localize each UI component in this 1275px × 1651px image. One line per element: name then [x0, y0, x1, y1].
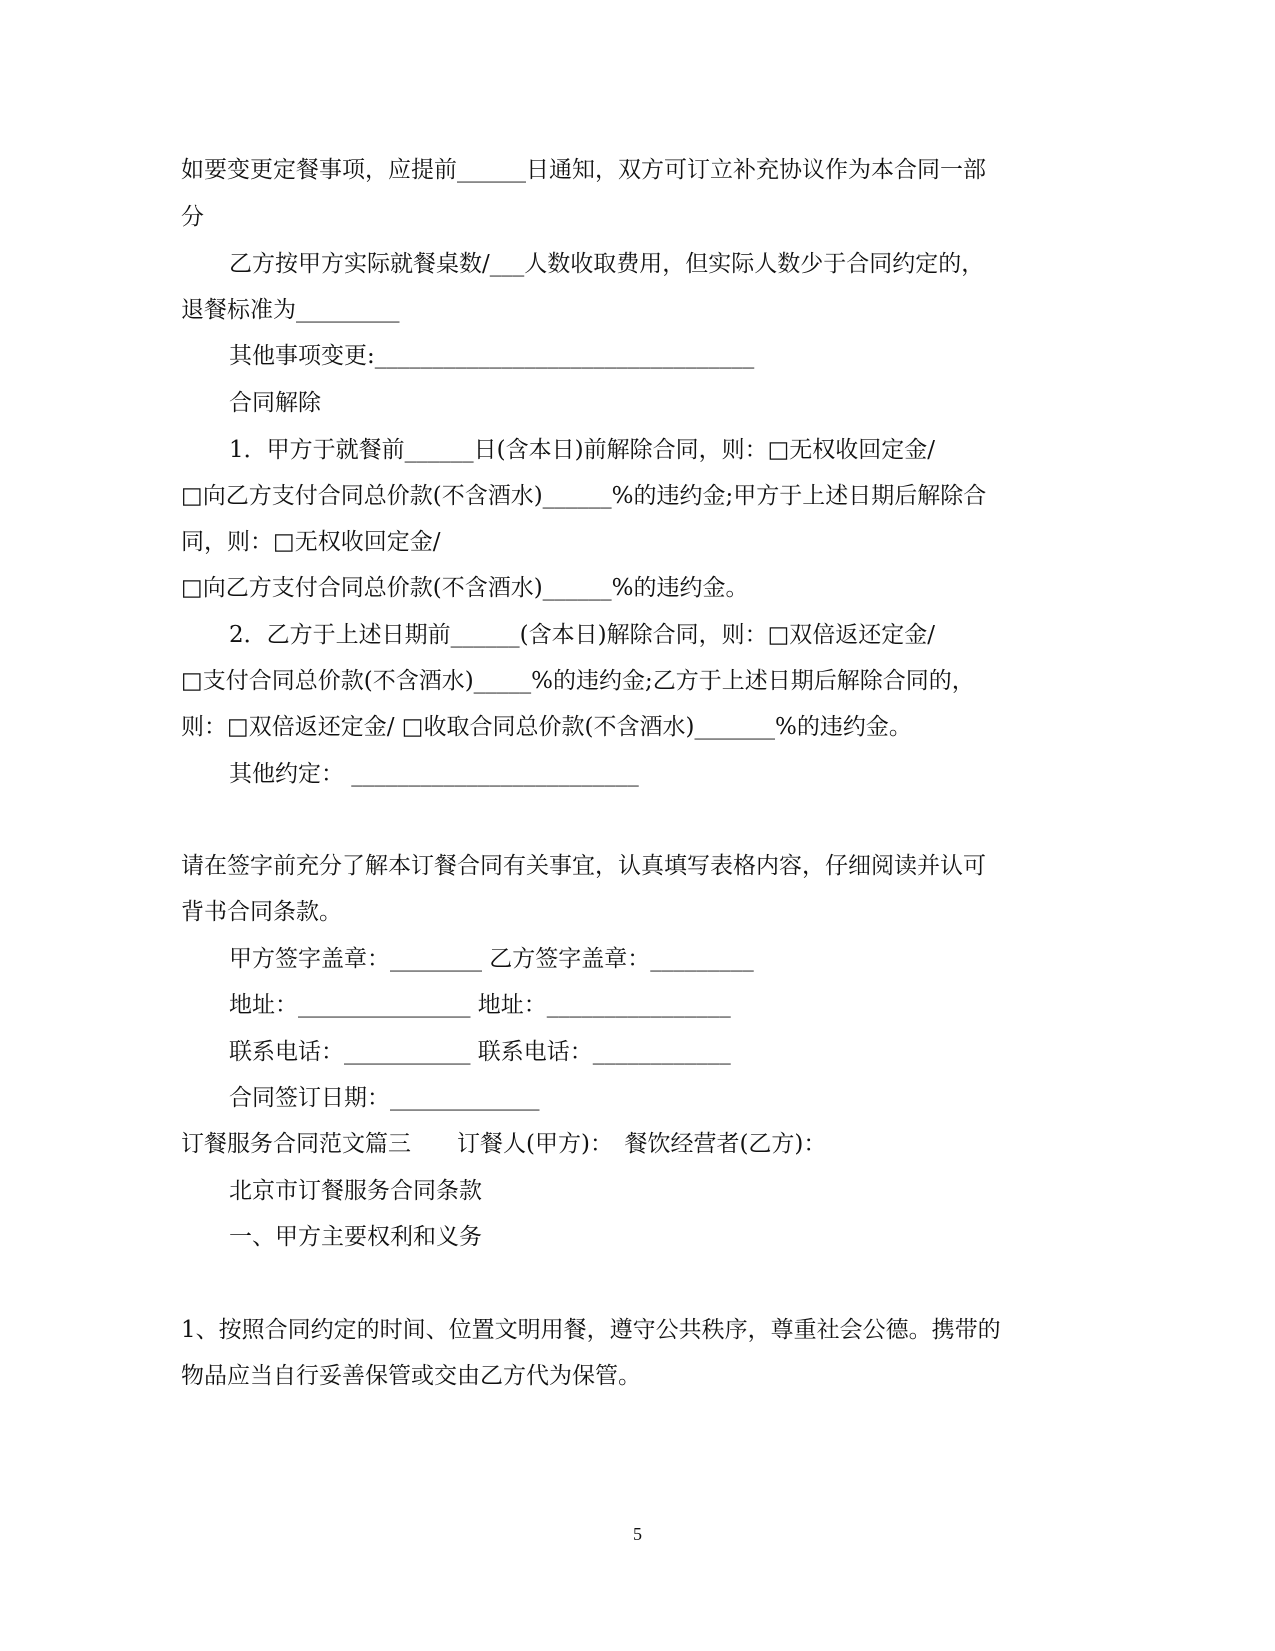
section-heading: 北京市订餐服务合同条款	[229, 1178, 482, 1204]
text-line: 2．乙方于上述日期前______(含本日)解除合同，则：□双倍返还定金/	[229, 622, 936, 648]
text-line: □支付合同总价款(不含酒水)_____%的违约金;乙方于上述日期后解除合同的，	[181, 668, 975, 694]
text-line: 同，则：□无权收回定金/	[181, 529, 441, 555]
phone-line: 联系电话：___________ 联系电话：____________	[229, 1039, 731, 1065]
text-line: 1．甲方于就餐前______日(含本日)前解除合同，则：□无权收回定金/	[229, 437, 936, 463]
section-heading: 一、甲方主要权利和义务	[229, 1224, 482, 1250]
text-line: 1、按照合同约定的时间、位置文明用餐，遵守公共秩序，尊重社会公德。携带的	[181, 1317, 1001, 1343]
text-line: 请在签字前充分了解本订餐合同有关事宜，认真填写表格内容，仔细阅读并认可	[181, 853, 986, 879]
text-line: □向乙方支付合同总价款(不含酒水)______%的违约金;甲方于上述日期后解除合	[181, 483, 987, 509]
section-heading: 合同解除	[229, 390, 321, 416]
text-line: 分	[181, 204, 204, 230]
address-line: 地址：_______________ 地址：________________	[229, 992, 731, 1018]
text-line: 其他事项变更:_________________________________	[229, 343, 755, 369]
page-number: 5	[633, 1524, 642, 1544]
text-line: 其他约定： _________________________	[229, 761, 639, 787]
text-line: □向乙方支付合同总价款(不含酒水)______%的违约金。	[181, 575, 749, 601]
text-line: 则：□双倍返还定金/ □收取合同总价款(不含酒水)_______%的违约金。	[181, 714, 912, 740]
date-line: 合同签订日期：_____________	[229, 1085, 540, 1111]
text-line: 物品应当自行妥善保管或交由乙方代为保管。	[181, 1363, 641, 1389]
signature-line: 甲方签字盖章：________ 乙方签字盖章：_________	[229, 946, 754, 972]
text-line: 乙方按甲方实际就餐桌数/___人数收取费用，但实际人数少于合同约定的，	[229, 251, 985, 277]
text-line: 背书合同条款。	[181, 899, 342, 925]
text-line: 如要变更定餐事项，应提前______日通知，双方可订立补充协议作为本合同一部	[181, 157, 986, 183]
section-heading: 订餐服务合同范文篇三 订餐人(甲方)： 餐饮经营者(乙方)：	[181, 1131, 827, 1157]
text-line: 退餐标准为_________	[181, 297, 400, 323]
